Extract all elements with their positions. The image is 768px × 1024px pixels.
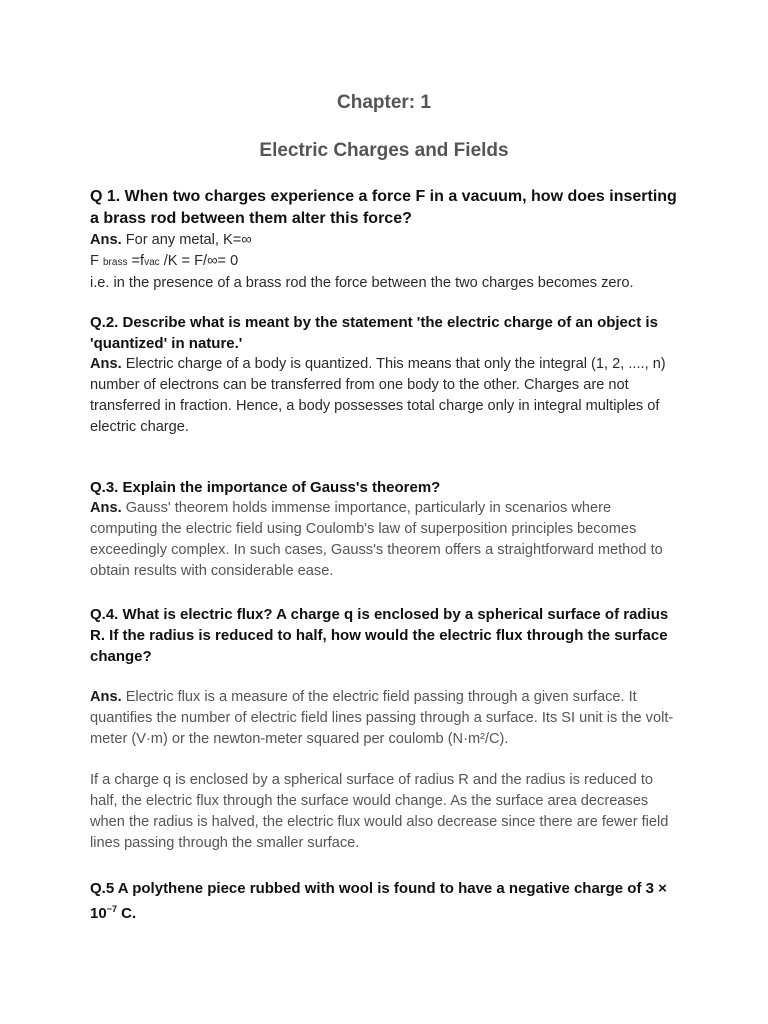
formula-mid: =f	[131, 253, 145, 269]
question-block-1	[90, 186, 680, 294]
formula-sub-vac: vac	[144, 257, 160, 268]
answer-label: Ans.	[90, 356, 122, 372]
answer-4-text-1: Electric flux is a measure of the electric field passing through a given surface. It quantifies the number of electric field lines passing through a surface. Its SI unit is the volt-meter (V·m) or the newton-meter squared per coulomb (N·m²/C).	[90, 689, 674, 747]
formula-f: F	[90, 253, 99, 269]
question-block-4	[90, 604, 680, 854]
formula-sub-brass: brass	[102, 257, 128, 268]
answer-4-para-2: If a charge q is enclosed by a spherical surface of radius R and the radius is reduced to half, the electric flux through the surface would change. As the surface area decreases when the radius is halved, the electric flux would also decrease since there are fewer field lines passing through the smaller surface.	[90, 772, 669, 851]
answer-1-line-1	[90, 230, 680, 251]
answer-1-formula	[90, 251, 680, 273]
chapter-heading: Chapter: 1	[337, 92, 431, 113]
answer-3	[90, 498, 680, 582]
answer-3-text: Gauss' theorem holds immense importance, particularly in scenarios where computing the electric field using Coulomb's law of superposition principles becomes exceedingly complex. In such cases, Gauss's theorem offers a straightforward method to obtain results with considerable ease.	[90, 500, 663, 579]
question-1: Q 1. When two charges experience a force F in a vacuum, how does inserting a brass rod between them alter this force?	[90, 188, 677, 227]
question-5-power-base: 10	[90, 905, 107, 922]
question-5-text: Q.5 A polythene piece rubbed with wool is found to have a negative charge of 3 ×	[90, 880, 667, 897]
answer-1-line-3: i.e. in the presence of a brass rod the force between the two charges becomes zero.	[90, 275, 634, 291]
question-2: Q.2. Describe what is meant by the statement 'the electric charge of an object is 'quantized' in nature.'	[90, 314, 658, 352]
answer-label: Ans.	[90, 500, 122, 516]
question-block-5	[90, 878, 680, 924]
answer-4-para-1	[90, 687, 680, 750]
answer-2-text: Electric charge of a body is quantized. This means that only the integral (1, 2, ...., n) number of electrons can be transferred from one body to the other. Charges are not transferred in fraction. Hence, a body possesses total charge only in integral multiples of electric charge.	[90, 356, 666, 435]
chapter-title: Electric Charges and Fields	[259, 140, 509, 161]
question-3: Q.3. Explain the importance of Gauss's theorem?	[90, 479, 441, 496]
answer-label: Ans.	[90, 232, 122, 248]
question-5	[90, 878, 680, 924]
formula-end: /K = F/∞= 0	[163, 253, 239, 269]
question-5-power-exponent: −7	[106, 904, 117, 914]
answer-1-text-1: For any metal, K=∞	[125, 232, 252, 248]
question-block-3	[90, 477, 680, 582]
question-block-2	[90, 312, 680, 438]
answer-label: Ans.	[90, 689, 122, 705]
answer-2	[90, 354, 680, 438]
question-5-end: C.	[116, 905, 137, 922]
question-4: Q.4. What is electric flux? A charge q is enclosed by a spherical surface of radius R. If the radius is reduced to half, how would the electric flux through the surface change?	[90, 606, 669, 665]
